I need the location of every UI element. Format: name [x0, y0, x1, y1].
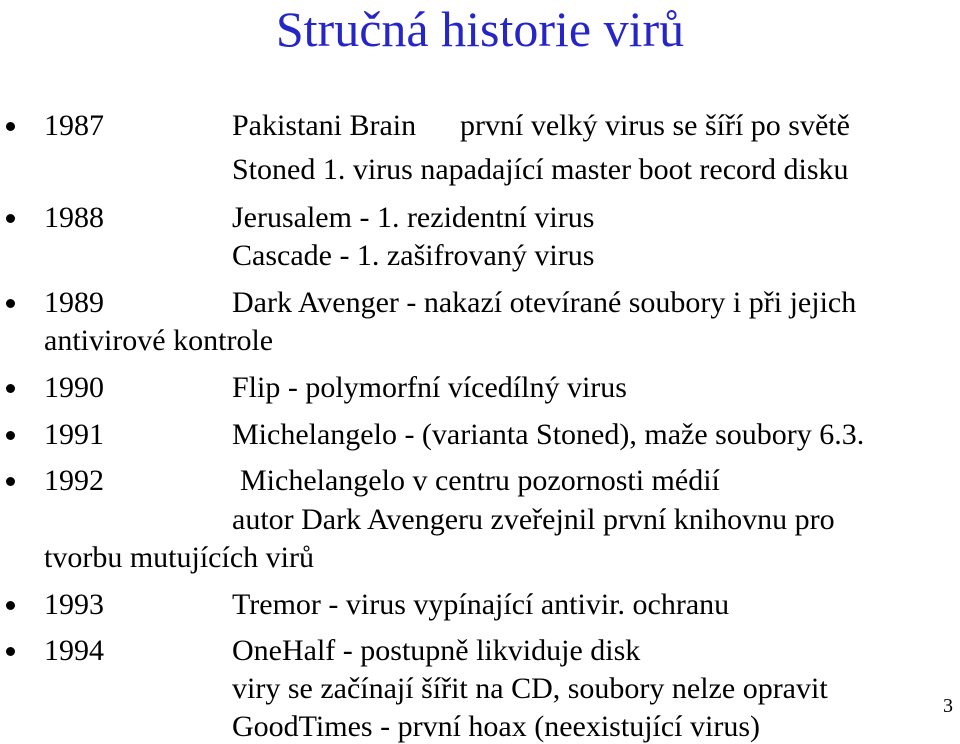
- entry-1994-line2: viry se začínají šířit na CD, soubory nelze opravit: [232, 672, 828, 705]
- year-1988: 1988: [44, 201, 104, 234]
- bullet-1993: [6, 601, 15, 610]
- entry-1989-line2: antivirové kontrole: [44, 324, 274, 357]
- year-1992: 1992: [44, 464, 104, 497]
- bullet-1988: [6, 214, 15, 223]
- year-1989: 1989: [44, 286, 104, 319]
- entry-1994-line3: GoodTimes - první hoax (neexistující virus): [232, 710, 761, 743]
- entry-1993-line1: Tremor - virus vypínající antivir. ochranu: [232, 588, 730, 621]
- slide-title: Stručná historie virů: [275, 1, 685, 57]
- entry-1992-line3: tvorbu mutujících virů: [44, 541, 314, 574]
- bullet-1991: [6, 431, 15, 440]
- year-1991: 1991: [44, 418, 104, 451]
- entry-1987-name: Pakistani Brain: [232, 109, 417, 142]
- year-1993: 1993: [44, 588, 104, 621]
- bullet-1987: [6, 122, 15, 131]
- year-1990: 1990: [44, 371, 104, 404]
- year-1987: 1987: [44, 109, 104, 142]
- entry-1987-line2: Stoned 1. virus napadající master boot record disku: [232, 153, 849, 186]
- entry-1989-line1: Dark Avenger - nakazí otevírané soubory i při jejich: [232, 286, 857, 319]
- bullet-1990: [6, 384, 15, 393]
- entry-1988-line2: Cascade - 1. zašifrovaný virus: [232, 239, 595, 272]
- entry-1992-line1: Michelangelo v centru pozornosti médií: [240, 464, 720, 497]
- entry-1988-line1: Jerusalem - 1. rezidentní virus: [232, 201, 595, 234]
- entry-1991-line1: Michelangelo - (varianta Stoned), maže soubory 6.3.: [232, 418, 865, 451]
- entry-1994-line1: OneHalf - postupně likviduje disk: [232, 634, 641, 667]
- bullet-1989: [6, 299, 15, 308]
- bullet-1994: [6, 647, 15, 656]
- bullet-1992: [6, 477, 15, 486]
- entry-1990-line1: Flip - polymorfní vícedílný virus: [232, 371, 627, 404]
- entry-1992-line2: autor Dark Avengeru zveřejnil první knihovnu pro: [232, 503, 835, 536]
- year-1994: 1994: [44, 634, 104, 667]
- entry-1987-desc: první velký virus se šíří po světě: [460, 109, 850, 142]
- page-number: 3: [943, 695, 953, 717]
